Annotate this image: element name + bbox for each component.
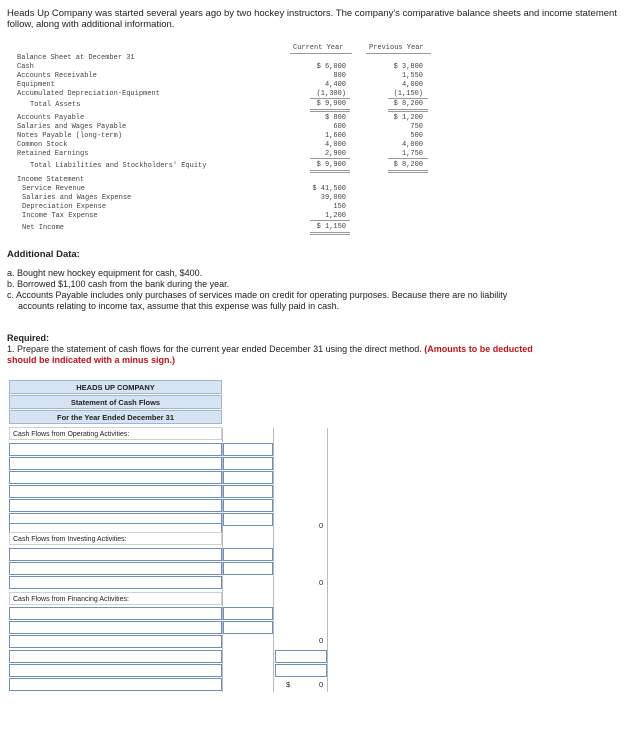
amount-input[interactable] bbox=[223, 443, 273, 456]
amount-input[interactable] bbox=[223, 513, 273, 526]
row-previous: 4,000 bbox=[401, 141, 423, 149]
investing-total: 0 bbox=[319, 578, 324, 587]
row-label: Equipment bbox=[17, 81, 55, 89]
row-label: Accounts Receivable bbox=[17, 72, 97, 80]
rule bbox=[388, 109, 428, 112]
line-item-input[interactable] bbox=[9, 650, 222, 663]
required-note-line2: should be indicated with a minus sign.) bbox=[7, 355, 176, 365]
form-statement-title: Statement of Cash Flows bbox=[9, 395, 222, 409]
balance-sheet-header: Balance Sheet at December 31 bbox=[17, 54, 135, 62]
row-previous: $ 8,200 bbox=[393, 161, 423, 169]
additional-a: a. Bought new hockey equipment for cash, $400. bbox=[7, 268, 203, 278]
income-statement-header: Income Statement bbox=[17, 176, 85, 184]
income-row-value: 39,000 bbox=[320, 194, 346, 202]
form-company: HEADS UP COMPANY bbox=[9, 380, 222, 394]
form-gridline bbox=[327, 428, 328, 692]
current-underline bbox=[290, 53, 352, 54]
line-item-input[interactable] bbox=[9, 548, 222, 561]
rule bbox=[310, 220, 350, 221]
income-row-label: Net Income bbox=[22, 224, 65, 232]
row-previous: (1,150) bbox=[393, 90, 423, 98]
form-gridline bbox=[273, 428, 274, 692]
row-label: Common Stock bbox=[17, 141, 68, 149]
line-item-input[interactable] bbox=[9, 485, 222, 498]
row-previous: $ 8,200 bbox=[393, 100, 423, 108]
line-item-input[interactable] bbox=[9, 621, 222, 634]
rule bbox=[388, 158, 428, 159]
row-current: (1,300) bbox=[316, 90, 346, 98]
line-item-input[interactable] bbox=[9, 471, 222, 484]
income-row-label: Salaries and Wages Expense bbox=[22, 194, 132, 202]
amount-input[interactable] bbox=[223, 562, 273, 575]
row-previous: $ 3,800 bbox=[393, 63, 423, 71]
income-row-label: Depreciation Expense bbox=[22, 203, 107, 211]
row-previous: 750 bbox=[410, 123, 423, 131]
row-label: Salaries and Wages Payable bbox=[17, 123, 127, 131]
row-label: Accounts Payable bbox=[17, 114, 85, 122]
row-label: Accumulated Depreciation-Equipment bbox=[17, 90, 160, 98]
row-current: 4,000 bbox=[324, 141, 346, 149]
income-row-value: $ 1,150 bbox=[316, 223, 346, 231]
col-current-header: Current Year bbox=[293, 44, 344, 52]
row-previous: 1,750 bbox=[401, 150, 423, 158]
row-label: Retained Earnings bbox=[17, 150, 89, 158]
amount-input[interactable] bbox=[223, 471, 273, 484]
row-label: Cash bbox=[17, 63, 34, 71]
line-item-input[interactable] bbox=[9, 499, 222, 512]
amount-input[interactable] bbox=[275, 664, 327, 677]
amount-input[interactable] bbox=[275, 650, 327, 663]
row-current: 800 bbox=[333, 72, 346, 80]
additional-c-line1: c. Accounts Payable includes only purchases of services made on credit for operating purposes. Because there are no liability bbox=[7, 290, 508, 300]
line-item-input[interactable] bbox=[9, 457, 222, 470]
amount-input[interactable] bbox=[223, 548, 273, 561]
rule bbox=[310, 109, 350, 112]
amount-input[interactable] bbox=[223, 457, 273, 470]
row-label: Notes Payable (long-term) bbox=[17, 132, 123, 140]
income-row-value: 1,200 bbox=[324, 212, 346, 220]
col-previous-header: Previous Year bbox=[369, 44, 424, 52]
amount-input[interactable] bbox=[223, 499, 273, 512]
additional-b: b. Borrowed $1,100 cash from the bank during the year. bbox=[7, 279, 230, 289]
line-item-input[interactable] bbox=[9, 664, 222, 677]
income-row-value: 150 bbox=[333, 203, 346, 211]
line-item-input[interactable] bbox=[9, 678, 222, 691]
row-current: 4,400 bbox=[324, 81, 346, 89]
line-item-input[interactable] bbox=[9, 562, 222, 575]
operating-total: 0 bbox=[319, 521, 324, 530]
problem-intro: Heads Up Company was started several years ago by two hockey instructors. The company's comparative balance sheets and income statement follow, along with additional information. bbox=[7, 8, 617, 30]
total-label-input[interactable] bbox=[9, 635, 222, 648]
form-period: For the Year Ended December 31 bbox=[9, 410, 222, 424]
rule bbox=[388, 98, 428, 99]
row-current: 1,600 bbox=[324, 132, 346, 140]
final-total: 0 bbox=[319, 680, 324, 689]
previous-underline bbox=[366, 53, 431, 54]
row-current: $ 800 bbox=[324, 114, 346, 122]
row-previous: 500 bbox=[410, 132, 423, 140]
required-text bbox=[7, 344, 627, 355]
income-row-value: $ 41,500 bbox=[312, 185, 346, 193]
row-current: 600 bbox=[333, 123, 346, 131]
row-current: $ 9,900 bbox=[316, 100, 346, 108]
financing-total: 0 bbox=[319, 636, 324, 645]
row-label-total: Total Assets bbox=[30, 101, 81, 109]
row-previous: 4,000 bbox=[401, 81, 423, 89]
rule bbox=[310, 170, 350, 173]
row-current: 2,900 bbox=[324, 150, 346, 158]
required-instruction: 1. Prepare the statement of cash flows for the current year ended December 31 using the direct method. bbox=[7, 344, 425, 354]
rule bbox=[310, 158, 350, 159]
row-label-total: Total Liabilities and Stockholders' Equity bbox=[30, 162, 207, 170]
income-row-label: Service Revenue bbox=[22, 185, 86, 193]
total-label-input[interactable] bbox=[9, 576, 222, 589]
rule bbox=[310, 98, 350, 99]
required-title: Required: bbox=[7, 333, 50, 343]
final-dollar-sign: $ bbox=[286, 680, 291, 689]
row-current: $ 9,900 bbox=[316, 161, 346, 169]
income-row-label: Income Tax Expense bbox=[22, 212, 98, 220]
amount-input[interactable] bbox=[223, 607, 273, 620]
financing-label: Cash Flows from Financing Activities: bbox=[9, 592, 222, 605]
row-previous: 1,550 bbox=[401, 72, 423, 80]
row-current: $ 6,000 bbox=[316, 63, 346, 71]
operating-label: Cash Flows from Operating Activities: bbox=[9, 427, 222, 440]
investing-label: Cash Flows from Investing Activities: bbox=[9, 532, 222, 545]
amount-input[interactable] bbox=[223, 485, 273, 498]
line-item-input[interactable] bbox=[9, 607, 222, 620]
rule bbox=[310, 232, 350, 235]
amount-input[interactable] bbox=[223, 621, 273, 634]
form-gridline bbox=[222, 428, 223, 692]
line-item-input[interactable] bbox=[9, 443, 222, 456]
required-note-line1: (Amounts to be deducted bbox=[424, 344, 533, 354]
row-previous: $ 1,200 bbox=[393, 114, 423, 122]
rule bbox=[388, 170, 428, 173]
additional-data-title: Additional Data: bbox=[7, 249, 80, 260]
additional-c-line2: accounts relating to income tax, assume that this expense was fully paid in cash. bbox=[18, 301, 340, 311]
